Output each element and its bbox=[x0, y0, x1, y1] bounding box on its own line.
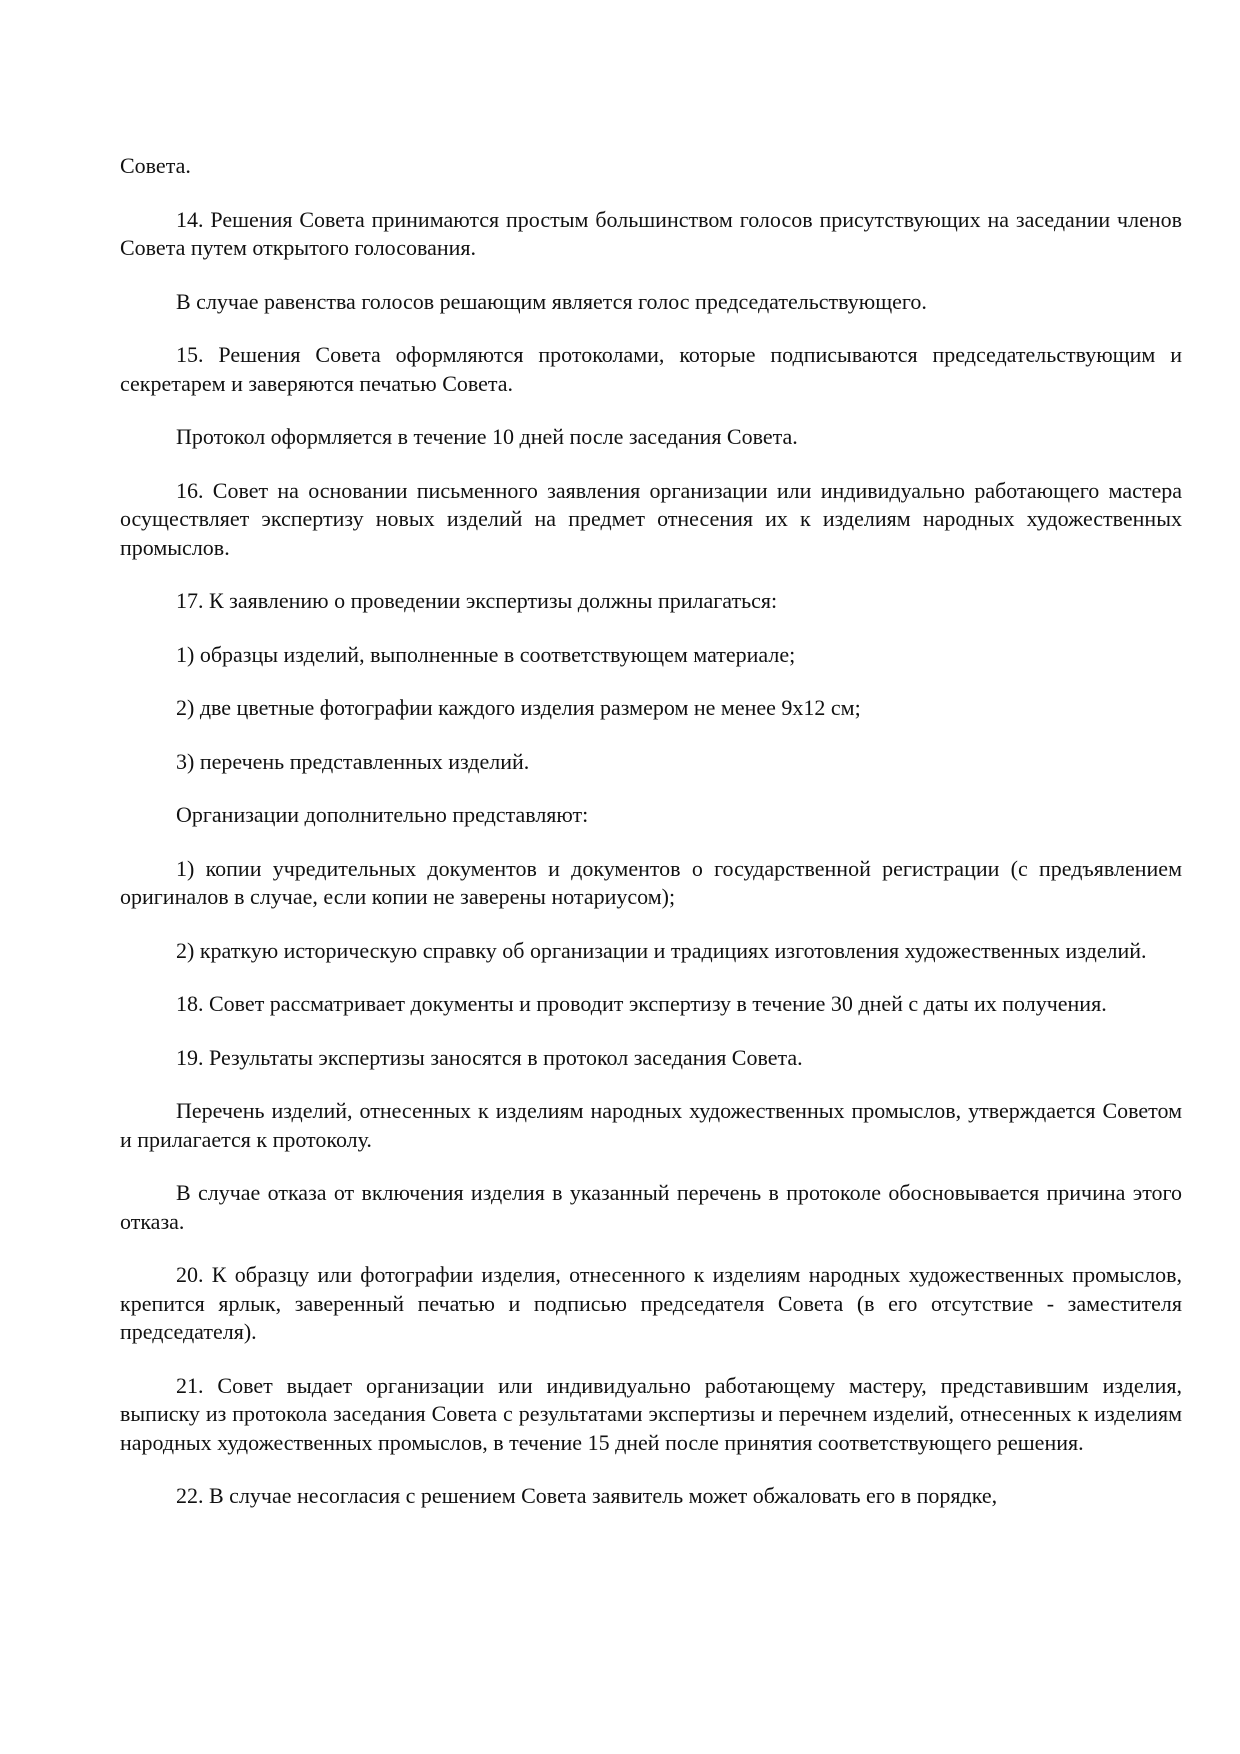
document-page bbox=[120, 152, 1182, 1536]
paragraph-21: 21. Совет выдает организации или индивидуально работающему мастеру, представившим изделия, выписку из протокола заседания Совета с результатами экспертизы и перечнем изделий, отнесенных к изделиям народных художественных промыслов, в течение 15 дней после принятия соответствующего решения. bbox=[120, 1372, 1182, 1455]
paragraph-19: 19. Результаты экспертизы заносятся в протокол заседания Совета. bbox=[176, 1044, 803, 1070]
paragraph-14-tie: В случае равенства голосов решающим является голос председательствующего. bbox=[176, 288, 927, 314]
paragraph-17: 17. К заявлению о проведении экспертизы должны прилагаться: bbox=[176, 588, 778, 613]
list-item: 1) копии учредительных документов и документов о государственной регистрации (с предъявлением оригиналов в случае, если копии не заверены нотариусом); bbox=[120, 855, 1182, 909]
paragraph-19-list: Перечень изделий, отнесенных к изделиям народных художественных промыслов, утверждается Советом и прилагается к протоколу. bbox=[120, 1098, 1182, 1152]
paragraph-20: 20. К образцу или фотографии изделия, отнесенного к изделиям народных художественных промыслов, крепится ярлык, заверенный печатью и подписью председателя Совета (в его отсутствие - заместителя председателя). bbox=[120, 1262, 1182, 1344]
paragraph-18: 18. Совет рассматривает документы и проводит экспертизу в течение 30 дней с даты их получения. bbox=[176, 991, 1107, 1016]
paragraph-16: 16. Совет на основании письменного заявления организации или индивидуально работающего мастера осуществляет экспертизу новых изделий на предмет отнесения их к изделиям народных художественных промыслов. bbox=[120, 477, 1182, 560]
list-item: 2) две цветные фотографии каждого изделия размером не менее 9x12 см; bbox=[176, 695, 861, 720]
paragraph-22: 22. В случае несогласия с решением Совета заявитель может обжаловать его в порядке, bbox=[176, 1483, 998, 1508]
paragraph-15: 15. Решения Совета оформляются протоколами, которые подписываются председательствующим и секретарем и заверяются печатью Совета. bbox=[120, 342, 1182, 396]
paragraph-15-protocol: Протокол оформляется в течение 10 дней после заседания Совета. bbox=[176, 424, 798, 449]
list-item: 1) образцы изделий, выполненные в соответствующем материале; bbox=[176, 641, 796, 667]
list-item: 3) перечень представленных изделий. bbox=[176, 748, 530, 774]
paragraph-organizations: Организации дополнительно представляют: bbox=[176, 802, 589, 827]
list-item: 2) краткую историческую справку об организации и традициях изготовления художественных изделий. bbox=[176, 937, 1147, 963]
paragraph-continuation: Совета. bbox=[120, 153, 191, 178]
paragraph-19-refusal: В случае отказа от включения изделия в указанный перечень в протоколе обосновывается причина этого отказа. bbox=[120, 1180, 1182, 1234]
paragraph-14: 14. Решения Совета принимаются простым большинством голосов присутствующих на заседании членов Совета путем открытого голосования. bbox=[120, 206, 1182, 260]
